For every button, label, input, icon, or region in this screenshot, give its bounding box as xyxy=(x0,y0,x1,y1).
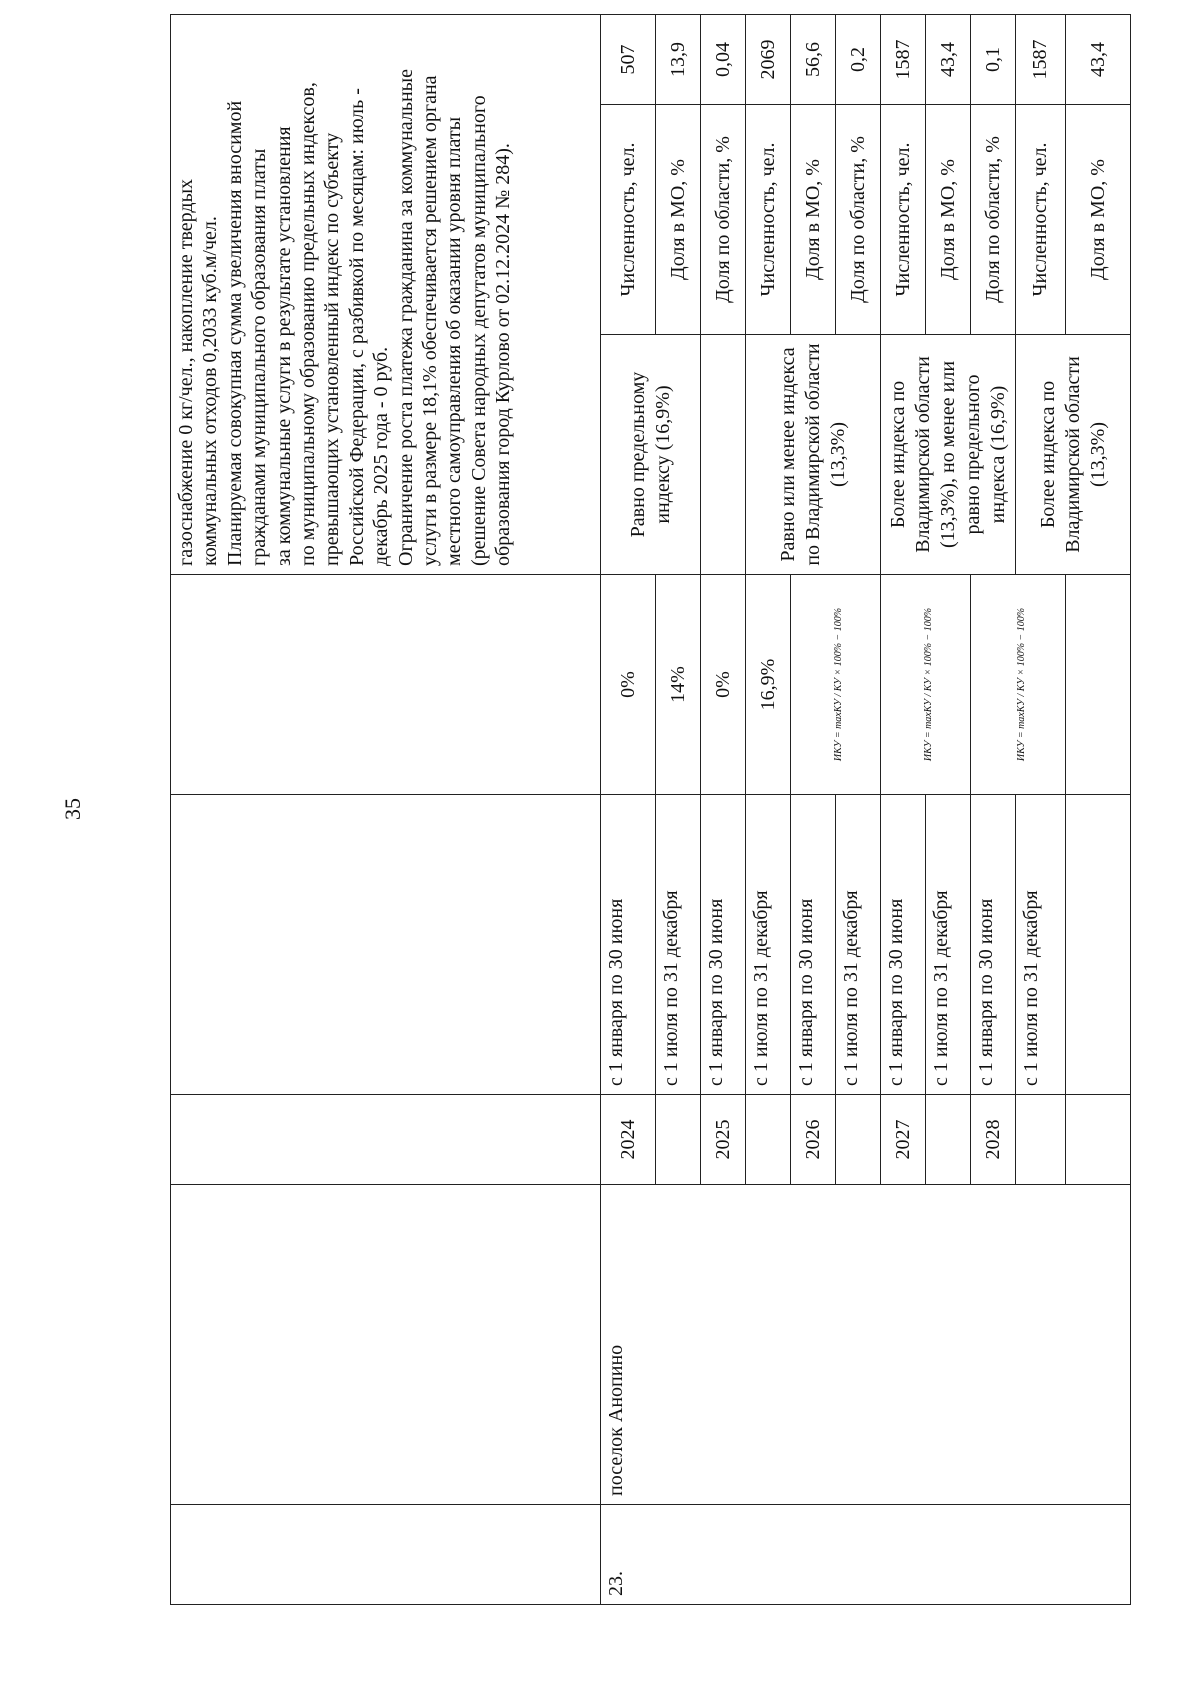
rotated-table-wrapper xyxy=(170,39,1130,1605)
category-cell: Равно или менее индекса по Владимирской области (13,3%) xyxy=(746,335,881,575)
table-row: 2025 с 1 января по 30 июня 0% Доля по области, % 0,04 xyxy=(701,14,746,1604)
row-number: 23. xyxy=(601,1505,1131,1605)
header-row xyxy=(171,14,601,1604)
table-row: Доля в МО, % 43,4 xyxy=(1066,14,1131,1604)
table-row: с 1 июля по 31 декабря Доля в МО, % 43,4 xyxy=(926,14,971,1604)
table-row: 2028 с 1 января по 30 июня ИКУ = maxКУ / КУ × 100% − 100% Доля по области, % 0,1 xyxy=(971,14,1016,1604)
data-table xyxy=(170,14,1131,1605)
formula-cell xyxy=(971,575,1066,795)
settlement-name: поселок Анопино xyxy=(601,1185,1131,1505)
formula: ИКУ = maxКУ / КУ × 100% − 100% xyxy=(1015,607,1027,762)
formula: ИКУ = maxКУ / КУ × 100% − 100% xyxy=(833,607,844,762)
table-row: 2027 с 1 января по 30 июня ИКУ = maxКУ / КУ × 100% − 100% Более индекса по Владимирской области (13,3%), но менее или равно предельного индекса (16,9%) Численность, чел. 1587 xyxy=(881,14,926,1604)
table-row: с 1 июля по 31 декабря Доля по области, % 0,2 xyxy=(836,14,881,1604)
formula: ИКУ = maxКУ / КУ × 100% − 100% xyxy=(923,607,934,762)
formula-cell xyxy=(791,575,881,795)
table-row: 23. поселок Анопино 2024 с 1 января по 30 июня 0% Равно предельному индексу (16,9%) Численность, чел. 507 xyxy=(601,14,656,1604)
category-cell: Более индекса по Владимирской области (13,3%), но менее или равно предельного индекса (16,9%) xyxy=(881,335,1016,575)
table-row: с 1 июля по 31 декабря 16,9% Равно или менее индекса по Владимирской области (13,3%) Численность, чел. 2069 xyxy=(746,14,791,1604)
table-row: с 1 июля по 31 декабря 14% Доля в МО, % 13,9 xyxy=(656,14,701,1604)
note-text: газоснабжение 0 кг/чел., накопление твердых коммунальных отходов 0,2033 куб.м/чел. Планируемая совокупная сумма увеличения вносимой гражданами муниципального образования платы за коммунальные услуги в результате установления по муниципальному образованию предельных индексов, превышающих установленный индекс по субъекту Российской Федерации, с разбивкой по месяцам: июль - декабрь 2025 года - 0 руб. Ограничение роста платежа гражданина за коммунальные услуги в размере 18,1% обеспечивается решением органа местного самоуправления об оказании уровня платы (решение Совета народных депутатов муниципального образования город Курлово от 02.12.2024 № 284). xyxy=(171,14,601,574)
formula-cell xyxy=(881,575,971,795)
category-cell: Более индекса по Владимирской области (13,3%) xyxy=(1016,335,1131,575)
table-row: с 1 июля по 31 декабря Более индекса по Владимирской области (13,3%) Численность, чел. 1587 xyxy=(1016,14,1066,1604)
page-number: 35 xyxy=(60,798,85,820)
category-cell: Равно предельному индексу (16,9%) xyxy=(601,335,701,575)
table-row: 2026 с 1 января по 30 июня ИКУ = maxКУ / КУ × 100% − 100% Доля в МО, % 56,6 xyxy=(791,14,836,1604)
